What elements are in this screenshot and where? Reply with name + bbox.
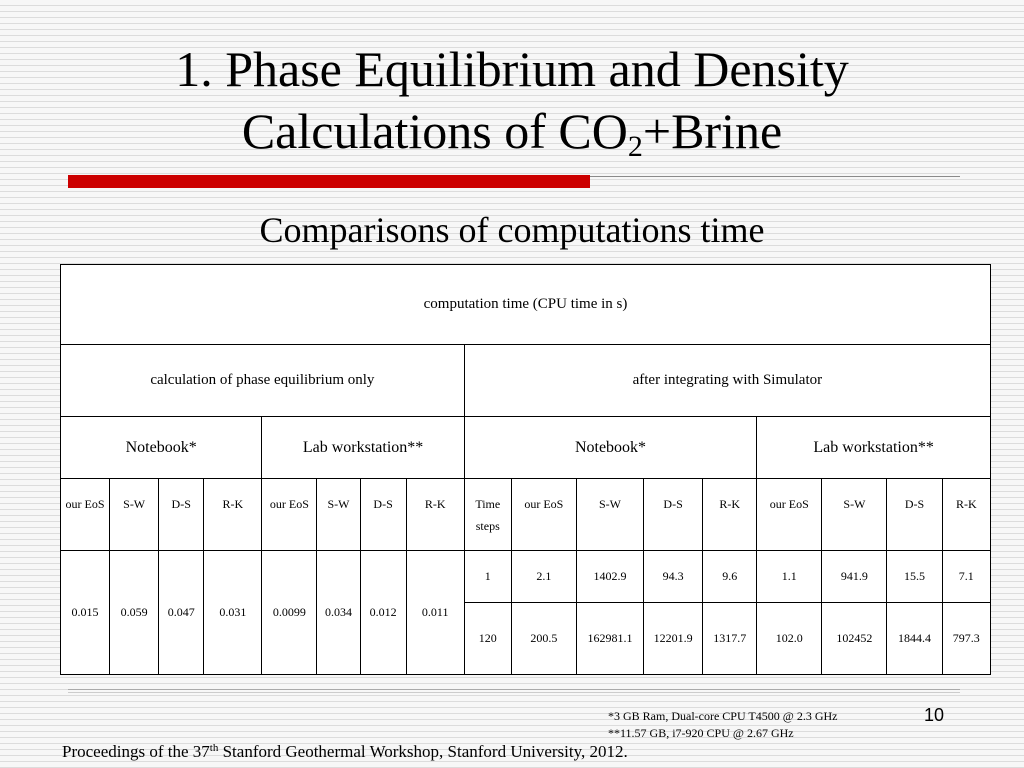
citation-footer <box>62 741 628 763</box>
title-divider-line <box>590 176 960 177</box>
sim-value-cell: 7.1 <box>942 551 990 603</box>
col-header: our EoS <box>61 479 110 551</box>
section-simulator: after integrating with Simulator <box>464 345 990 417</box>
time-steps-cell: 1 <box>464 551 511 603</box>
col-header: S-W <box>317 479 360 551</box>
table-machine-row <box>61 417 991 479</box>
title-line-2-text: Calculations of CO <box>241 103 628 159</box>
citation-superscript: th <box>209 742 219 754</box>
sim-value-cell: 94.3 <box>644 551 703 603</box>
sim-value-cell: 15.5 <box>887 551 942 603</box>
sim-notebook-header: Notebook* <box>464 417 757 479</box>
title-line-2 <box>0 100 1024 162</box>
citation-text-rest: Stanford Geothermal Workshop, Stanford University, 2012. <box>218 742 628 761</box>
slide-title <box>0 38 1024 162</box>
hardware-note-1: *3 GB Ram, Dual-core CPU T4500 @ 2.3 GHz <box>608 709 838 723</box>
col-header: R-K <box>204 479 262 551</box>
col-header: D-S <box>644 479 703 551</box>
col-header: our EoS <box>757 479 822 551</box>
table-main-header: computation time (CPU time in s) <box>61 265 991 345</box>
page-number: 10 <box>924 705 945 725</box>
col-header: R-K <box>406 479 464 551</box>
col-header: R-K <box>942 479 990 551</box>
col-header: S-W <box>822 479 887 551</box>
phase-value-cell: 0.047 <box>159 551 204 675</box>
col-header: our EoS <box>511 479 576 551</box>
col-header: D-S <box>159 479 204 551</box>
phase-lab-header: Lab workstation** <box>262 417 464 479</box>
col-header: S-W <box>576 479 643 551</box>
slide-subtitle: Comparisons of computations time <box>259 210 765 250</box>
phase-value-cell: 0.011 <box>406 551 464 675</box>
table-section-row <box>61 345 991 417</box>
phase-value-cell: 0.031 <box>204 551 262 675</box>
citation-text: Proceedings of the 37 <box>62 742 210 761</box>
col-header-time-steps: Time steps <box>464 479 511 551</box>
sim-value-cell: 12201.9 <box>644 603 703 675</box>
sim-value-cell: 1.1 <box>757 551 822 603</box>
col-header: our EoS <box>262 479 317 551</box>
title-line-1: 1. Phase Equilibrium and Density <box>175 41 849 97</box>
sim-value-cell: 102452 <box>822 603 887 675</box>
phase-value-cell: 0.015 <box>61 551 110 675</box>
table-row <box>61 551 991 603</box>
phase-value-cell: 0.059 <box>110 551 159 675</box>
sim-value-cell: 1317.7 <box>703 603 757 675</box>
sim-value-cell: 9.6 <box>703 551 757 603</box>
col-header: D-S <box>360 479 406 551</box>
phase-value-cell: 0.0099 <box>262 551 317 675</box>
sim-value-cell: 2.1 <box>511 551 576 603</box>
col-header: D-S <box>887 479 942 551</box>
sim-value-cell: 102.0 <box>757 603 822 675</box>
section-phase-equilibrium: calculation of phase equilibrium only <box>61 345 465 417</box>
col-header: R-K <box>703 479 757 551</box>
title-accent-bar <box>68 175 590 188</box>
phase-value-cell: 0.012 <box>360 551 406 675</box>
title-line-2-suffix: +Brine <box>642 103 783 159</box>
sim-value-cell: 941.9 <box>822 551 887 603</box>
col-header: S-W <box>110 479 159 551</box>
phase-notebook-header: Notebook* <box>61 417 262 479</box>
sim-value-cell: 200.5 <box>511 603 576 675</box>
sim-value-cell: 1844.4 <box>887 603 942 675</box>
computation-time-table <box>60 264 991 675</box>
sim-lab-header: Lab workstation** <box>757 417 991 479</box>
title-subscript: 2 <box>627 130 643 163</box>
bottom-divider-line <box>68 689 960 693</box>
hardware-note-2: **11.57 GB, i7-920 CPU @ 2.67 GHz <box>608 726 794 740</box>
sim-value-cell: 1402.9 <box>576 551 643 603</box>
table-header-row <box>61 265 991 345</box>
sim-value-cell: 797.3 <box>942 603 990 675</box>
phase-value-cell: 0.034 <box>317 551 360 675</box>
table-column-row <box>61 479 991 551</box>
sim-value-cell: 162981.1 <box>576 603 643 675</box>
time-steps-cell: 120 <box>464 603 511 675</box>
